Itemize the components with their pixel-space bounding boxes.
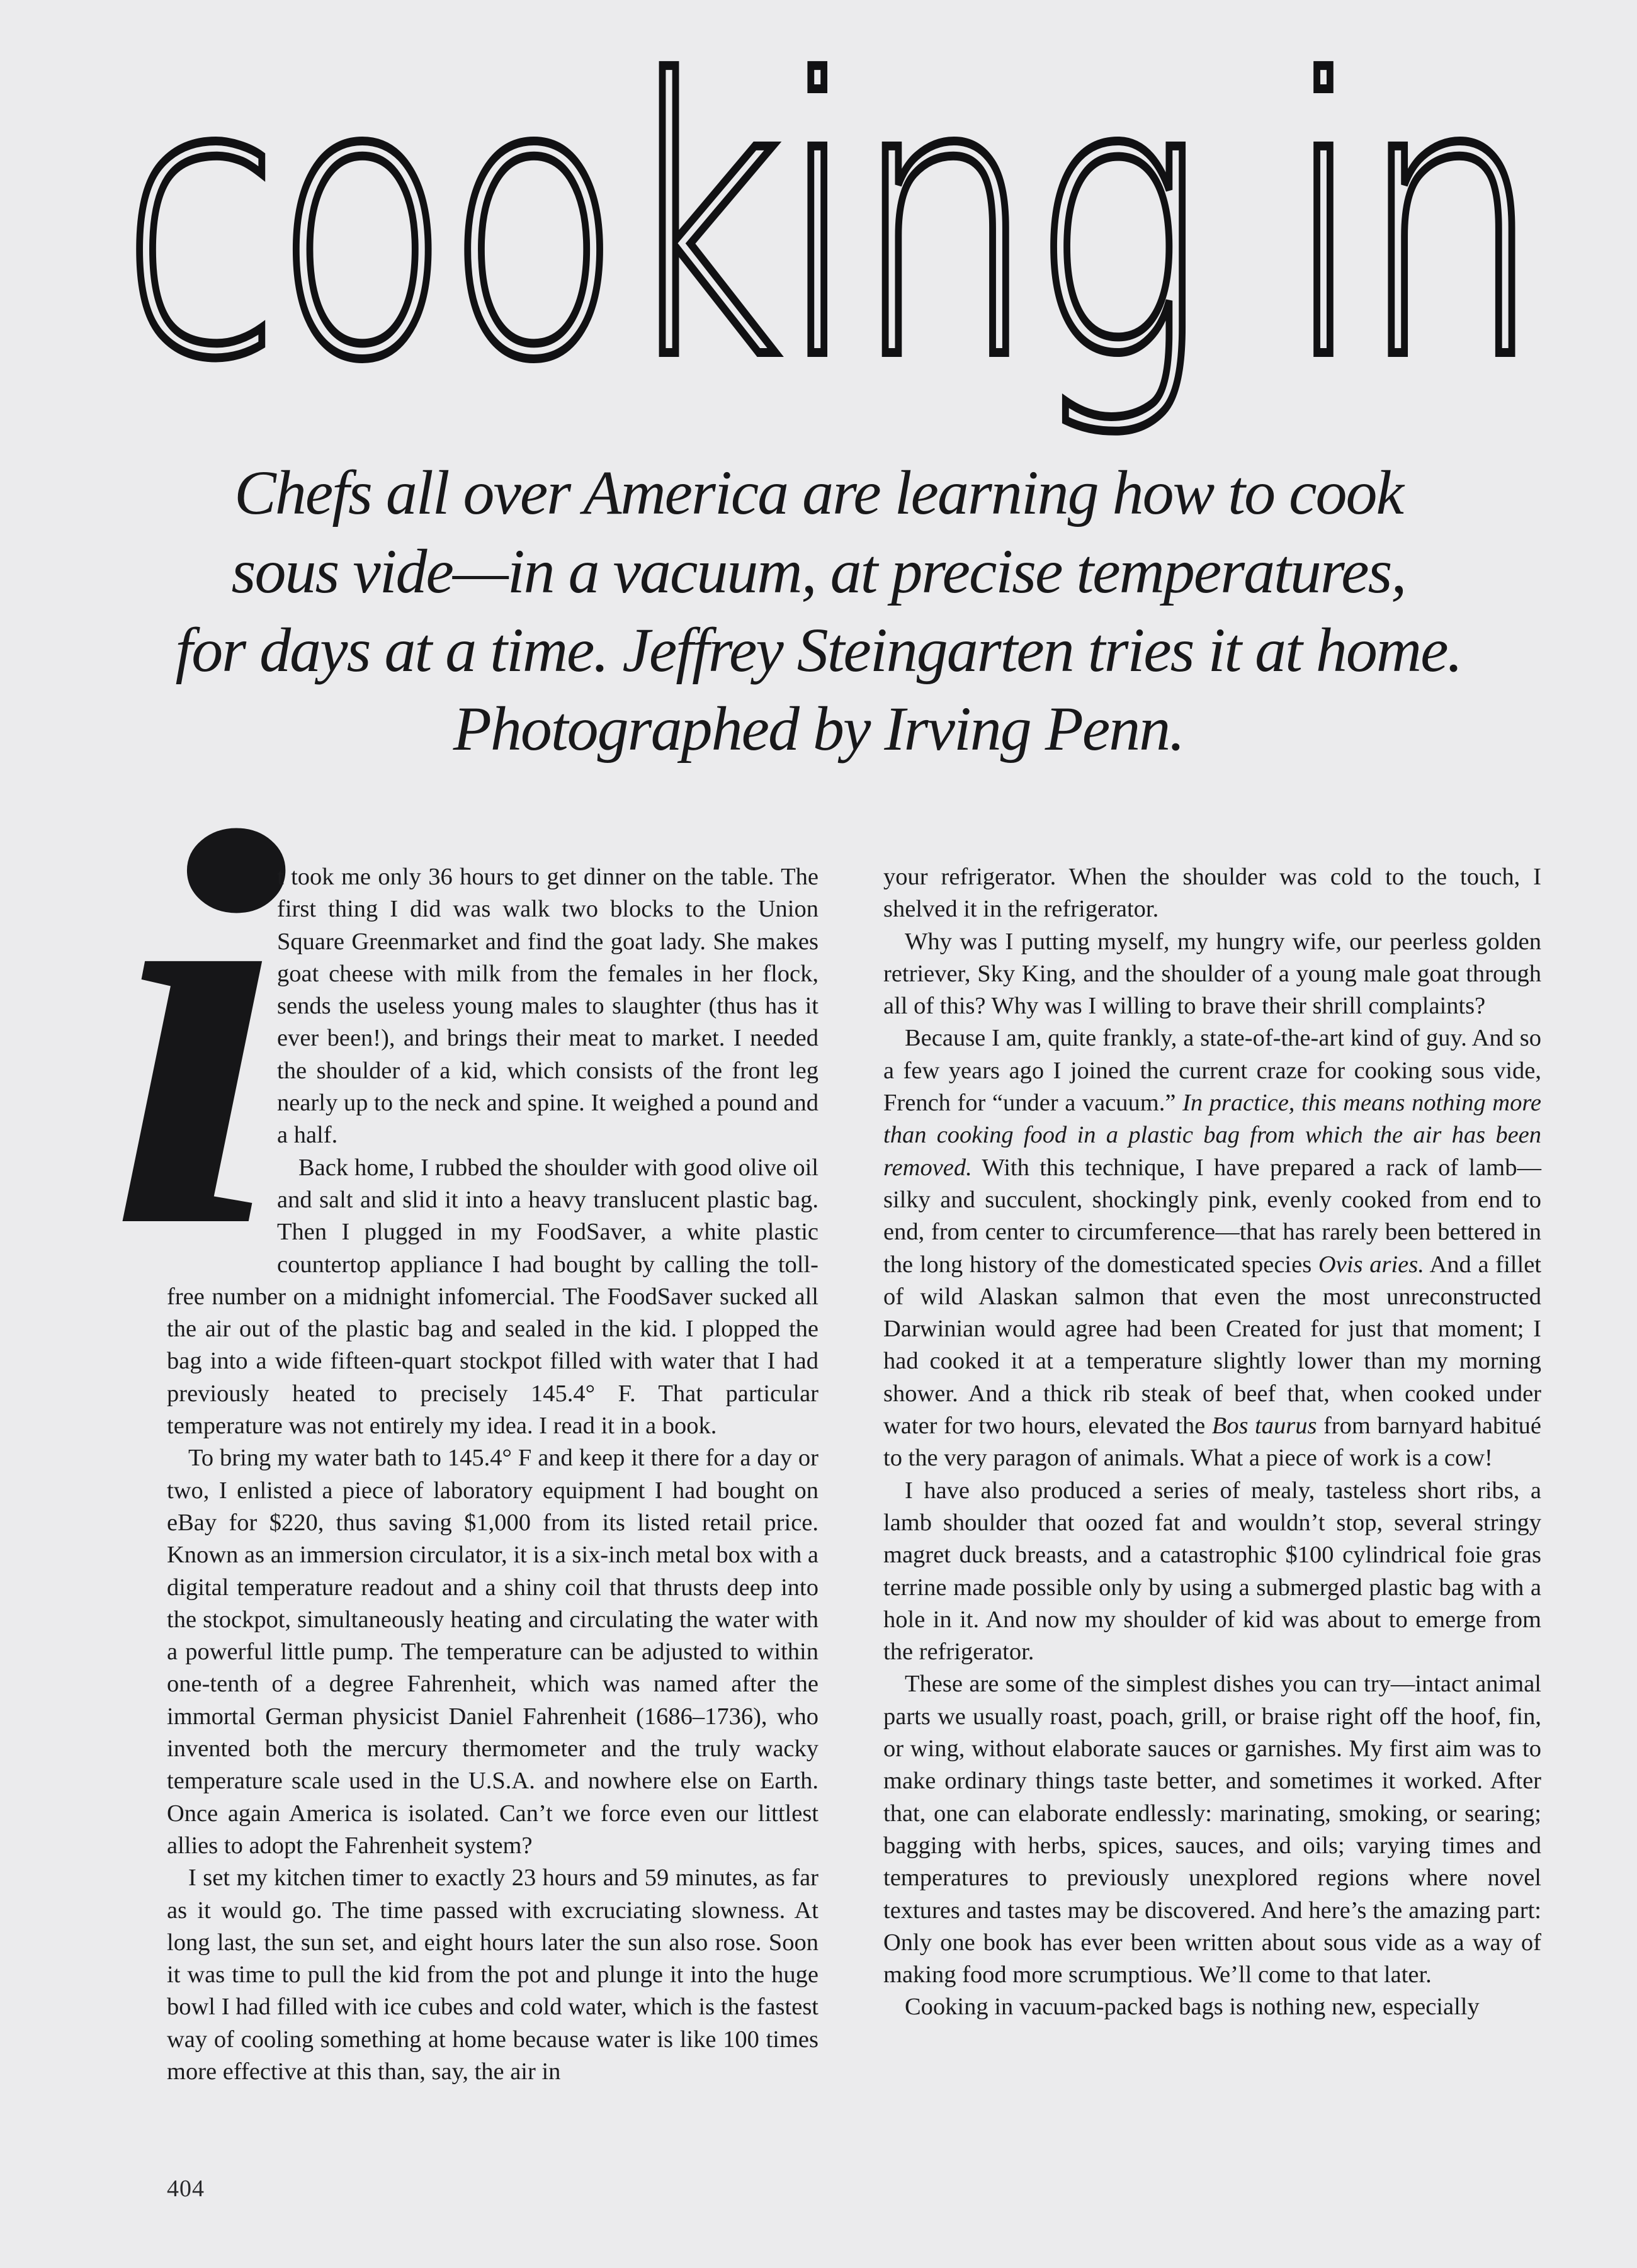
italic-run: Bos taurus: [1211, 1413, 1317, 1440]
article-column-left: [167, 861, 818, 2088]
deck-line-3: for days at a time. Jeffrey Steingarten tries it at home.: [175, 615, 1462, 685]
drop-cap-wrap: [167, 861, 277, 1261]
text-run: from barnyard habitué to the very paragon of animals. What a piece of work is a cow!: [883, 1413, 1541, 1472]
paragraph: Back home, I rubbed the shoulder with good olive oil and salt and slid it into a heavy translucent plastic bag. Then I plugged in my FoodSaver, a white plastic countertop appliance I had bought by calling the toll-free number on a midnight infomercial. The FoodSaver sucked all the air out of the plastic bag and sealed in the kid. I plopped the bag into a wide fifteen-quart stockpot filled with water that I had previously heated to precisely 145.4° F. That particular temperature was not entirely my idea. I read it in a book.: [167, 1154, 818, 1440]
paragraph: I have also produced a series of mealy, tasteless short ribs, a lamb shoulder that oozed fat and wouldn’t stop, several stringy magret duck breasts, and a catastrophic $100 cylindrical foie gras terrine made possible only by using a submerged plastic bag with a hole in it. And now my shoulder of kid was about to emerge from the refrigerator.: [883, 1477, 1541, 1666]
paragraph: [883, 1022, 1541, 1474]
drop-cap-letter: i: [112, 743, 291, 1259]
text-run: With this technique, I have prepared a rack of lamb—silky and succulent, shockingly pink, evenly cooked from end to end, from center to circumference—that has rarely been bettered in the long history of the domesticated species: [883, 1154, 1541, 1278]
italic-run: Ovis aries.: [1318, 1251, 1424, 1278]
deck-line-4: Photographed by Irving Penn.: [453, 694, 1184, 764]
article-column-right: [883, 861, 1541, 2024]
headline-text: cooking in: [120, 25, 1536, 442]
deck: [113, 453, 1524, 768]
headline-graphic: [120, 25, 1543, 478]
paragraph: To bring my water bath to 145.4° F and keep it there for a day or two, I enlisted a piece of laboratory equipment I had bought on eBay for $220, thus saving $1,000 from its listed retail price. Known as an immersion circulator, it is a six-inch metal box with a digital temperature readout and a shiny coil that thrusts deep into the stockpot, simultaneously heating and circulating the water with a powerful little pump. The temperature can be adjusted to within one-tenth of a degree Fahrenheit, which was named after the immortal German physicist Daniel Fahrenheit (1686–1736), who invented both the mercury thermometer and the truly wacky temperature scale used in the U.S.A. and nowhere else on Earth. Once again America is isolated. Can’t we force even our littlest allies to adopt the Fahrenheit system?: [167, 1445, 818, 1859]
deck-line-2: sous vide—in a vacuum, at precise temperatures,: [231, 536, 1406, 606]
italic-run: In practice, this means nothing more than cooking food in a plastic bag from which the air has been removed.: [883, 1090, 1541, 1181]
text-run: And a fillet of wild Alaskan salmon that even the most unreconstructed Darwinian would agree had been Created for just that moment; I had cooked it at a temperature slightly lower than my morning shower. And a thick rib steak of beef that, when cooked under water for two hours, elevated the: [883, 1251, 1541, 1440]
paragraph: These are some of the simplest dishes you can try—intact animal parts we usually roast, poach, grill, or braise right off the hoof, fin, or wing, without elaborate sauces or garnishes. My first aim was to make ordinary things taste better, and sometimes it worked. After that, one can elaborate endlessly: marinating, smoking, or searing; bagging with herbs, spices, sauces, and oils; varying times and temperatures to previously unexplored regions where novel textures and tastes may be discovered. And here’s the amazing part: Only one book has ever been written about sous vide as a way of making food more scrumptious. We’ll come to that later.: [883, 1671, 1541, 1989]
paragraph: I set my kitchen timer to exactly 23 hours and 59 minutes, as far as it would go. The time passed with excruciating slowness. At long last, the sun set, and eight hours later the sun also rose. Soon it was time to pull the kid from the pot and plunge it into the huge bowl I had filled with ice cubes and cold water, which is the fastest way of cooling something at home because water is like 100 times more effective at this than, say, the air in: [167, 1865, 818, 2085]
paragraph: Why was I putting myself, my hungry wife, our peerless golden retriever, Sky King, and the shoulder of a young male goat through all of this? Why was I willing to brave their shrill complaints?: [883, 928, 1541, 1020]
deck-line-1: Chefs all over America are learning how to cook: [234, 458, 1403, 528]
paragraph: t took me only 36 hours to get dinner on the table. The first thing I did was walk two blocks to the Union Square Greenmarket and find the goat lady. She makes goat cheese with milk from the females in her flock, sends the useless young males to slaughter (thus has it ever been!), and brings their meat to market. I needed the shoulder of a kid, which consists of the front leg nearly up to the neck and spine. It weighed a pound and a half.: [277, 864, 818, 1149]
paragraph: your refrigerator. When the shoulder was cold to the touch, I shelved it in the refrigerator.: [883, 864, 1541, 923]
page-number: 404: [167, 2175, 205, 2202]
headline: [120, 25, 1543, 478]
paragraph: Cooking in vacuum-packed bags is nothing new, especially: [905, 1994, 1480, 2021]
text-run: Because I am, quite frankly, a state-of-the-art kind of guy. And so a few years ago I joined the current craze for cooking sous vide, French for “under a vacuum.”: [883, 1025, 1541, 1117]
